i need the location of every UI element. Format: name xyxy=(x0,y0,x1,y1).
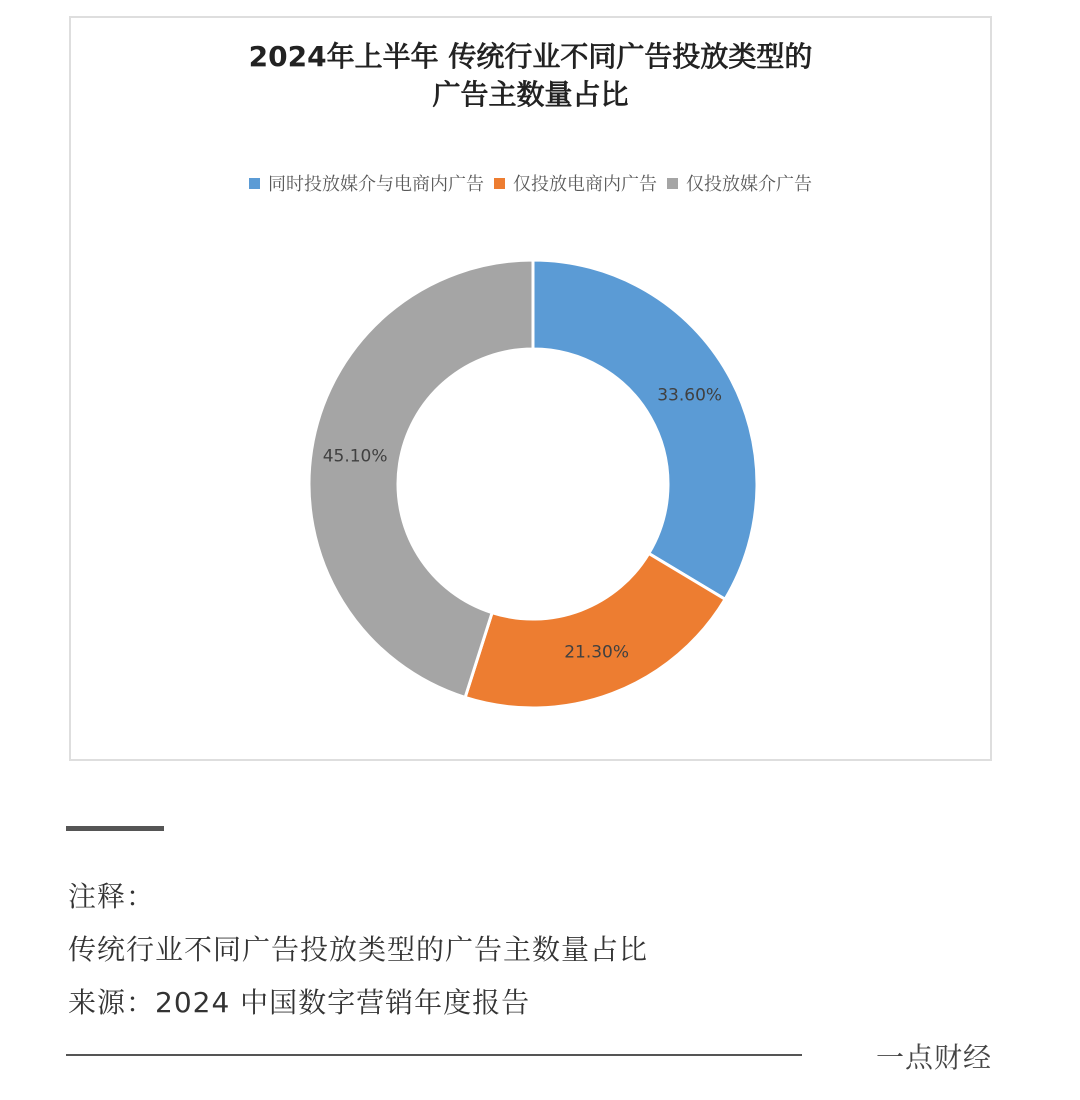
brand-label: 一点财经 xyxy=(875,1041,992,1074)
section-divider xyxy=(66,826,164,831)
notes-block xyxy=(68,870,648,1029)
footer-divider xyxy=(66,1054,802,1056)
notes-heading: 注释： xyxy=(68,880,156,913)
data-label-ecommerce: 21.30% xyxy=(564,642,630,663)
legend-label-both: 同时投放媒介与电商内广告 xyxy=(268,174,484,195)
notes-description: 传统行业不同广告投放类型的广告主数量占比 xyxy=(68,933,649,966)
slice-both xyxy=(533,260,757,599)
chart-title-line-2: 广告主数量占比 xyxy=(432,78,629,111)
data-label-media: 45.10% xyxy=(322,446,388,467)
notes-source: 来源：2024 中国数字营销年度报告 xyxy=(68,986,531,1019)
donut-chart xyxy=(71,18,990,759)
chart-title-line-1: 2024年上半年 传统行业不同广告投放类型的 xyxy=(248,40,813,73)
slice-ecommerce xyxy=(465,553,725,708)
chart-frame xyxy=(69,16,992,761)
legend-label-media: 仅投放媒介广告 xyxy=(686,174,812,195)
data-label-both: 33.60% xyxy=(657,385,723,406)
legend-label-ecommerce: 仅投放电商内广告 xyxy=(513,174,657,195)
